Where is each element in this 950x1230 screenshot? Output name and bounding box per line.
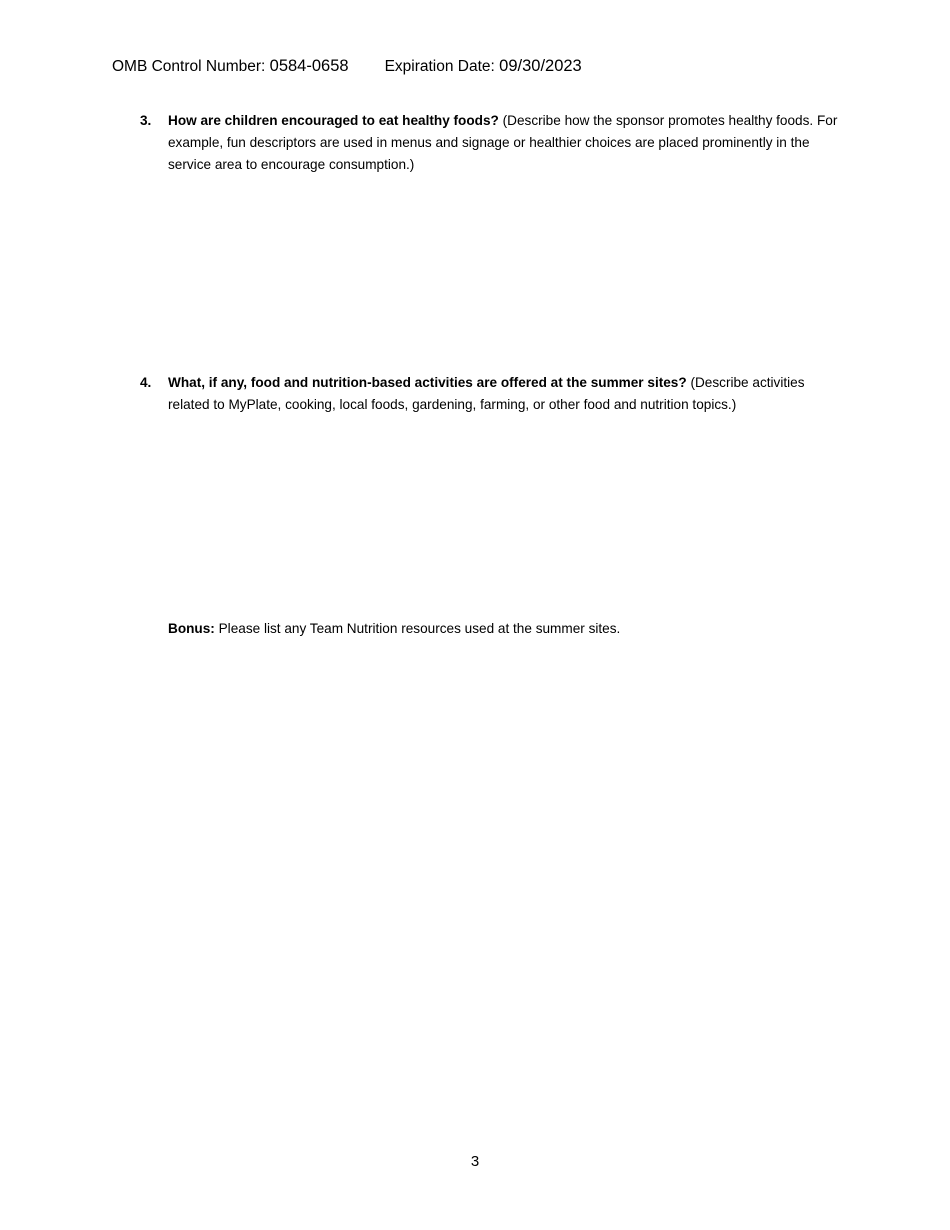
page-number: 3 xyxy=(470,1153,480,1170)
question-body xyxy=(168,372,840,416)
question-title: What, if any, food and nutrition-based activities are offered at the summer sites? xyxy=(168,375,687,390)
omb-label: OMB Control Number: xyxy=(112,58,270,75)
bonus-text: Please list any Team Nutrition resources used at the summer sites. xyxy=(218,621,621,636)
expiration-label: Expiration Date: xyxy=(384,58,500,75)
question-description: (Describe activities related to MyPlate, cooking, local foods, gardening, farming, or other food and nutrition topics.) xyxy=(168,375,805,412)
question-3 xyxy=(140,110,840,176)
question-description: (Describe how the sponsor promotes healthy foods. For example, fun descriptors are used in menus and signage or healthier choices are placed prominently in the service area to encourage consumption.) xyxy=(168,113,838,172)
expiration-date: 09/30/2023 xyxy=(499,57,582,75)
form-header xyxy=(112,57,582,76)
question-body xyxy=(168,110,840,176)
omb-control-number: 0584-0658 xyxy=(269,57,349,75)
question-title: How are children encouraged to eat healthy foods? xyxy=(168,113,499,128)
bonus-question xyxy=(168,618,848,640)
question-number: 3. xyxy=(140,113,152,128)
question-number: 4. xyxy=(140,375,152,390)
bonus-label: Bonus: xyxy=(168,621,215,636)
question-4 xyxy=(140,372,840,416)
